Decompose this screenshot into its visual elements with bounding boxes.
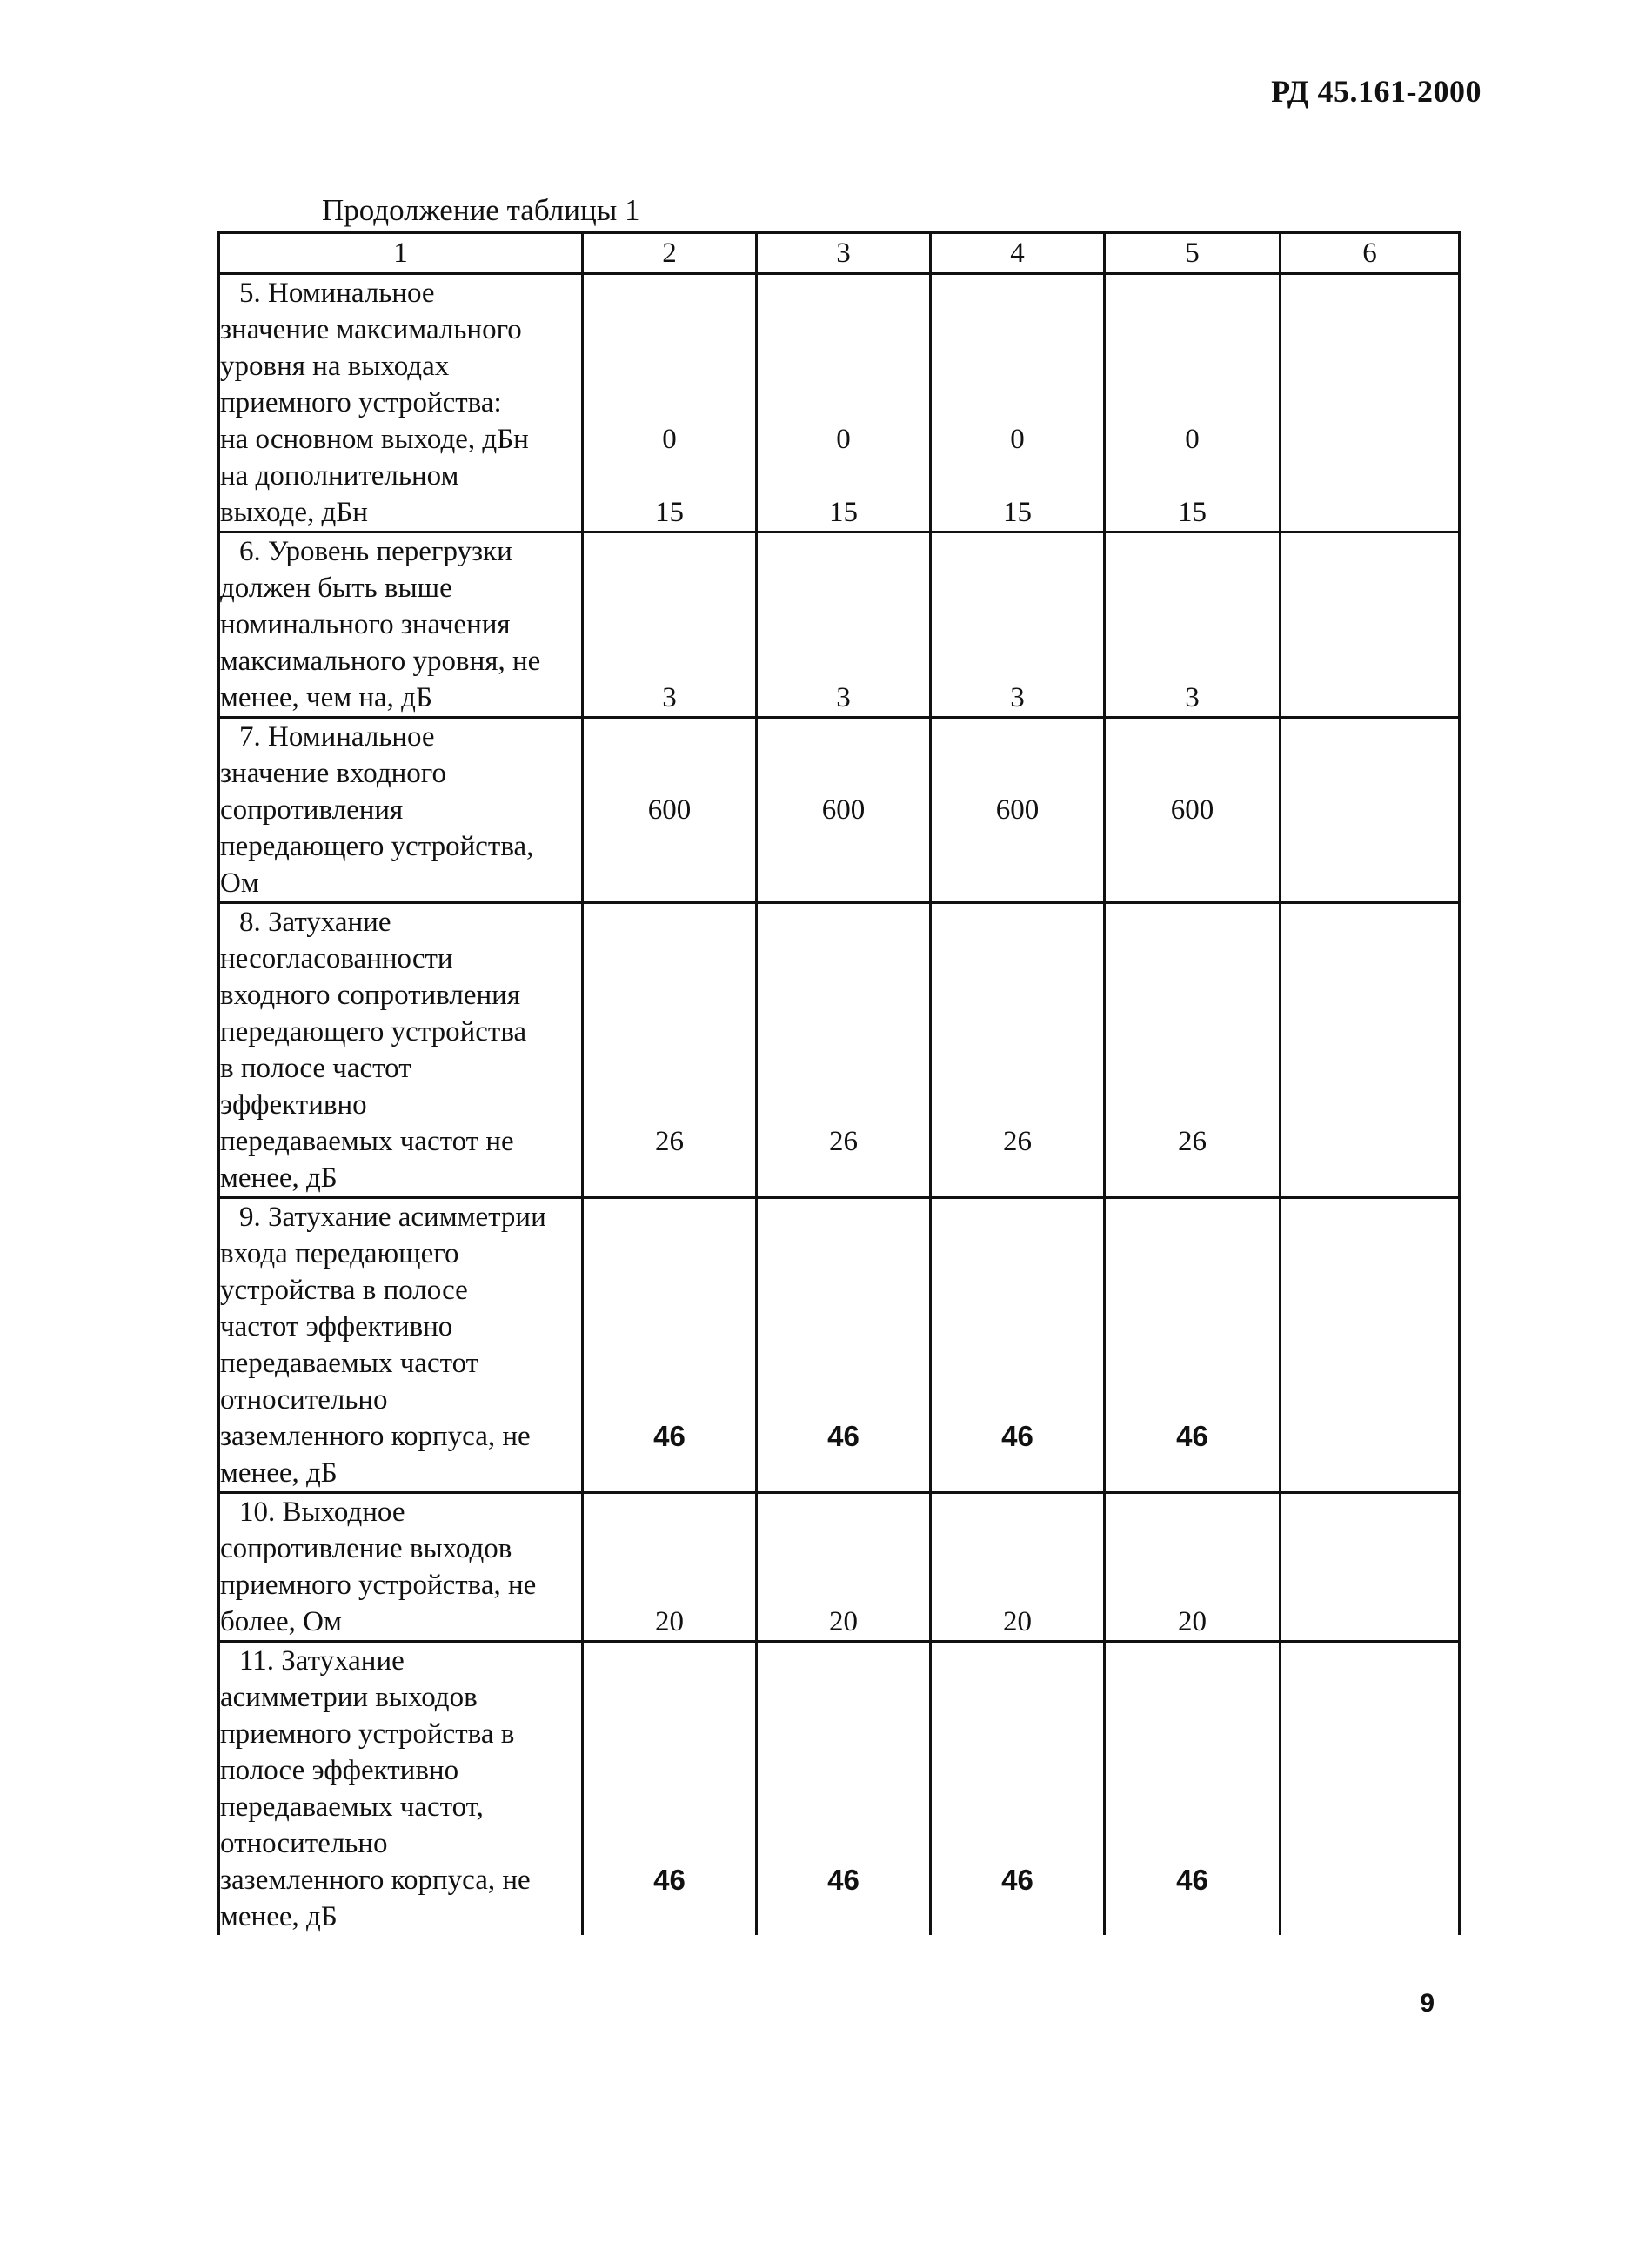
description-line: максимального уровня, не	[220, 646, 541, 677]
value-cell: 3	[757, 532, 931, 718]
parameter-description	[219, 718, 583, 903]
description-line: уровня на выходах	[220, 351, 450, 382]
description-line: должен быть выше	[220, 572, 452, 604]
value-cell	[1281, 718, 1460, 903]
value: 46	[653, 1420, 686, 1452]
value: 46	[827, 1864, 859, 1896]
parameter-description	[219, 532, 583, 718]
description-line: приемного устройства в	[220, 1718, 515, 1750]
description-line: на дополнительном	[220, 460, 459, 492]
value-cell: 600	[1105, 718, 1281, 903]
value-main: 0	[662, 424, 677, 455]
description-line: передаваемых частот	[220, 1348, 479, 1379]
description-line: приемного устройства, не	[220, 1570, 537, 1601]
description-line: 7. Номинальное	[239, 721, 435, 753]
description-line: менее, дБ	[220, 1901, 338, 1932]
table-row	[219, 1493, 1460, 1642]
description-line: Ом	[220, 867, 259, 899]
value: 26	[655, 1126, 684, 1157]
value: 46	[1176, 1420, 1208, 1452]
value-cell	[931, 1642, 1105, 1936]
value	[1281, 1123, 1458, 1160]
description-line: менее, дБ	[220, 1162, 338, 1194]
description-line: выходе, дБн	[220, 497, 368, 528]
value-cell	[1105, 1198, 1281, 1493]
column-number: 1	[219, 233, 583, 274]
description-line: передаваемых частот не	[220, 1126, 514, 1157]
description-line: более, Ом	[220, 1606, 342, 1637]
value-cell: 20	[1105, 1493, 1281, 1642]
value: 26	[1003, 1126, 1032, 1157]
value: 26	[1178, 1126, 1207, 1157]
table-row	[219, 532, 1460, 718]
description-line: в полосе частот	[220, 1053, 411, 1084]
description-line: устройства в полосе	[220, 1275, 468, 1306]
value: 46	[827, 1420, 859, 1452]
value-main: 0	[836, 424, 851, 455]
description-line: заземленного корпуса, не	[220, 1865, 531, 1896]
value-cell: 3	[583, 532, 757, 718]
value-main: 0	[1010, 424, 1025, 455]
description-line: менее, чем на, дБ	[220, 682, 432, 713]
document-code: РД 45.161-2000	[1271, 74, 1481, 109]
value-main	[1281, 421, 1458, 458]
value: 46	[653, 1864, 686, 1896]
value-cell	[583, 1198, 757, 1493]
description-line: асимметрии выходов	[220, 1682, 478, 1713]
value: 26	[829, 1126, 858, 1157]
table-caption: Продолжение таблицы 1	[322, 193, 640, 227]
value-cell: 600	[931, 718, 1105, 903]
value-cell	[583, 903, 757, 1198]
description-line: 6. Уровень перегрузки	[239, 536, 512, 567]
value-cell	[931, 903, 1105, 1198]
parameter-description	[219, 903, 583, 1198]
value-cell	[757, 1642, 931, 1936]
description-line: сопротивление выходов	[220, 1533, 512, 1564]
description-line: частот эффективно	[220, 1311, 453, 1342]
description-line: на основном выходе, дБн	[220, 424, 529, 455]
value-cell	[757, 903, 931, 1198]
value	[1281, 1418, 1458, 1455]
value-cell: 20	[931, 1493, 1105, 1642]
description-line: эффективно	[220, 1089, 367, 1121]
value-cell: 3	[1105, 532, 1281, 718]
value: 46	[1176, 1864, 1208, 1896]
page-number: 9	[1420, 1989, 1435, 2018]
value-cell	[1105, 1642, 1281, 1936]
description-line: полосе эффективно	[220, 1755, 459, 1786]
value-cell	[1281, 1198, 1460, 1493]
column-number: 3	[757, 233, 931, 274]
table-row	[219, 1642, 1460, 1936]
description-line: значение входного	[220, 758, 447, 789]
value-cell	[583, 1642, 757, 1936]
value-extra: 15	[1003, 497, 1032, 528]
description-line: сопротивления	[220, 794, 404, 826]
value-cell	[1105, 903, 1281, 1198]
column-number: 2	[583, 233, 757, 274]
description-line: несогласованности	[220, 943, 453, 974]
value-cell	[1105, 274, 1281, 532]
parameter-description	[219, 1198, 583, 1493]
column-number: 6	[1281, 233, 1460, 274]
description-line: входа передающего	[220, 1238, 459, 1269]
description-line: передаваемых частот,	[220, 1791, 484, 1823]
value-cell	[931, 1198, 1105, 1493]
value-cell	[1281, 532, 1460, 718]
column-number: 5	[1105, 233, 1281, 274]
table-row	[219, 274, 1460, 532]
description-line: передающего устройства,	[220, 831, 534, 862]
value-extra	[1281, 494, 1458, 531]
table-row	[219, 718, 1460, 903]
value-cell: 20	[583, 1493, 757, 1642]
value-extra: 15	[1178, 497, 1207, 528]
description-line: 11. Затухание	[239, 1645, 405, 1677]
parameter-description	[219, 1642, 583, 1936]
column-number: 4	[931, 233, 1105, 274]
value-cell	[1281, 274, 1460, 532]
value-cell	[931, 274, 1105, 532]
table-row	[219, 903, 1460, 1198]
value-main: 0	[1185, 424, 1200, 455]
description-line: менее, дБ	[220, 1457, 338, 1489]
description-line: заземленного корпуса, не	[220, 1421, 531, 1452]
parameter-description	[219, 274, 583, 532]
table-row	[219, 1198, 1460, 1493]
value	[1281, 1862, 1458, 1898]
description-line: входного сопротивления	[220, 980, 521, 1011]
value-cell: 600	[757, 718, 931, 903]
value-cell: 600	[583, 718, 757, 903]
description-line: 10. Выходное	[239, 1496, 405, 1528]
description-line: номинального значения	[220, 609, 511, 640]
value-cell	[757, 274, 931, 532]
value-cell	[757, 1198, 931, 1493]
description-line: 9. Затухание асимметрии	[239, 1202, 546, 1233]
description-line: приемного устройства:	[220, 387, 502, 418]
description-line: значение максимального	[220, 314, 522, 345]
value-cell: 3	[931, 532, 1105, 718]
parameter-description	[219, 1493, 583, 1642]
column-number-row	[219, 233, 1460, 274]
description-line: 8. Затухание	[239, 907, 391, 938]
value-cell: 20	[757, 1493, 931, 1642]
value: 46	[1001, 1420, 1033, 1452]
value: 46	[1001, 1864, 1033, 1896]
description-line: 5. Номинальное	[239, 278, 435, 309]
description-line: относительно	[220, 1828, 388, 1859]
value-cell	[1281, 1642, 1460, 1936]
value-cell	[1281, 1493, 1460, 1642]
value-extra: 15	[655, 497, 684, 528]
value-cell	[1281, 903, 1460, 1198]
description-line: передающего устройства	[220, 1016, 527, 1048]
description-line: относительно	[220, 1384, 388, 1416]
value-extra: 15	[829, 497, 858, 528]
spec-table	[217, 231, 1461, 1935]
value-cell	[583, 274, 757, 532]
